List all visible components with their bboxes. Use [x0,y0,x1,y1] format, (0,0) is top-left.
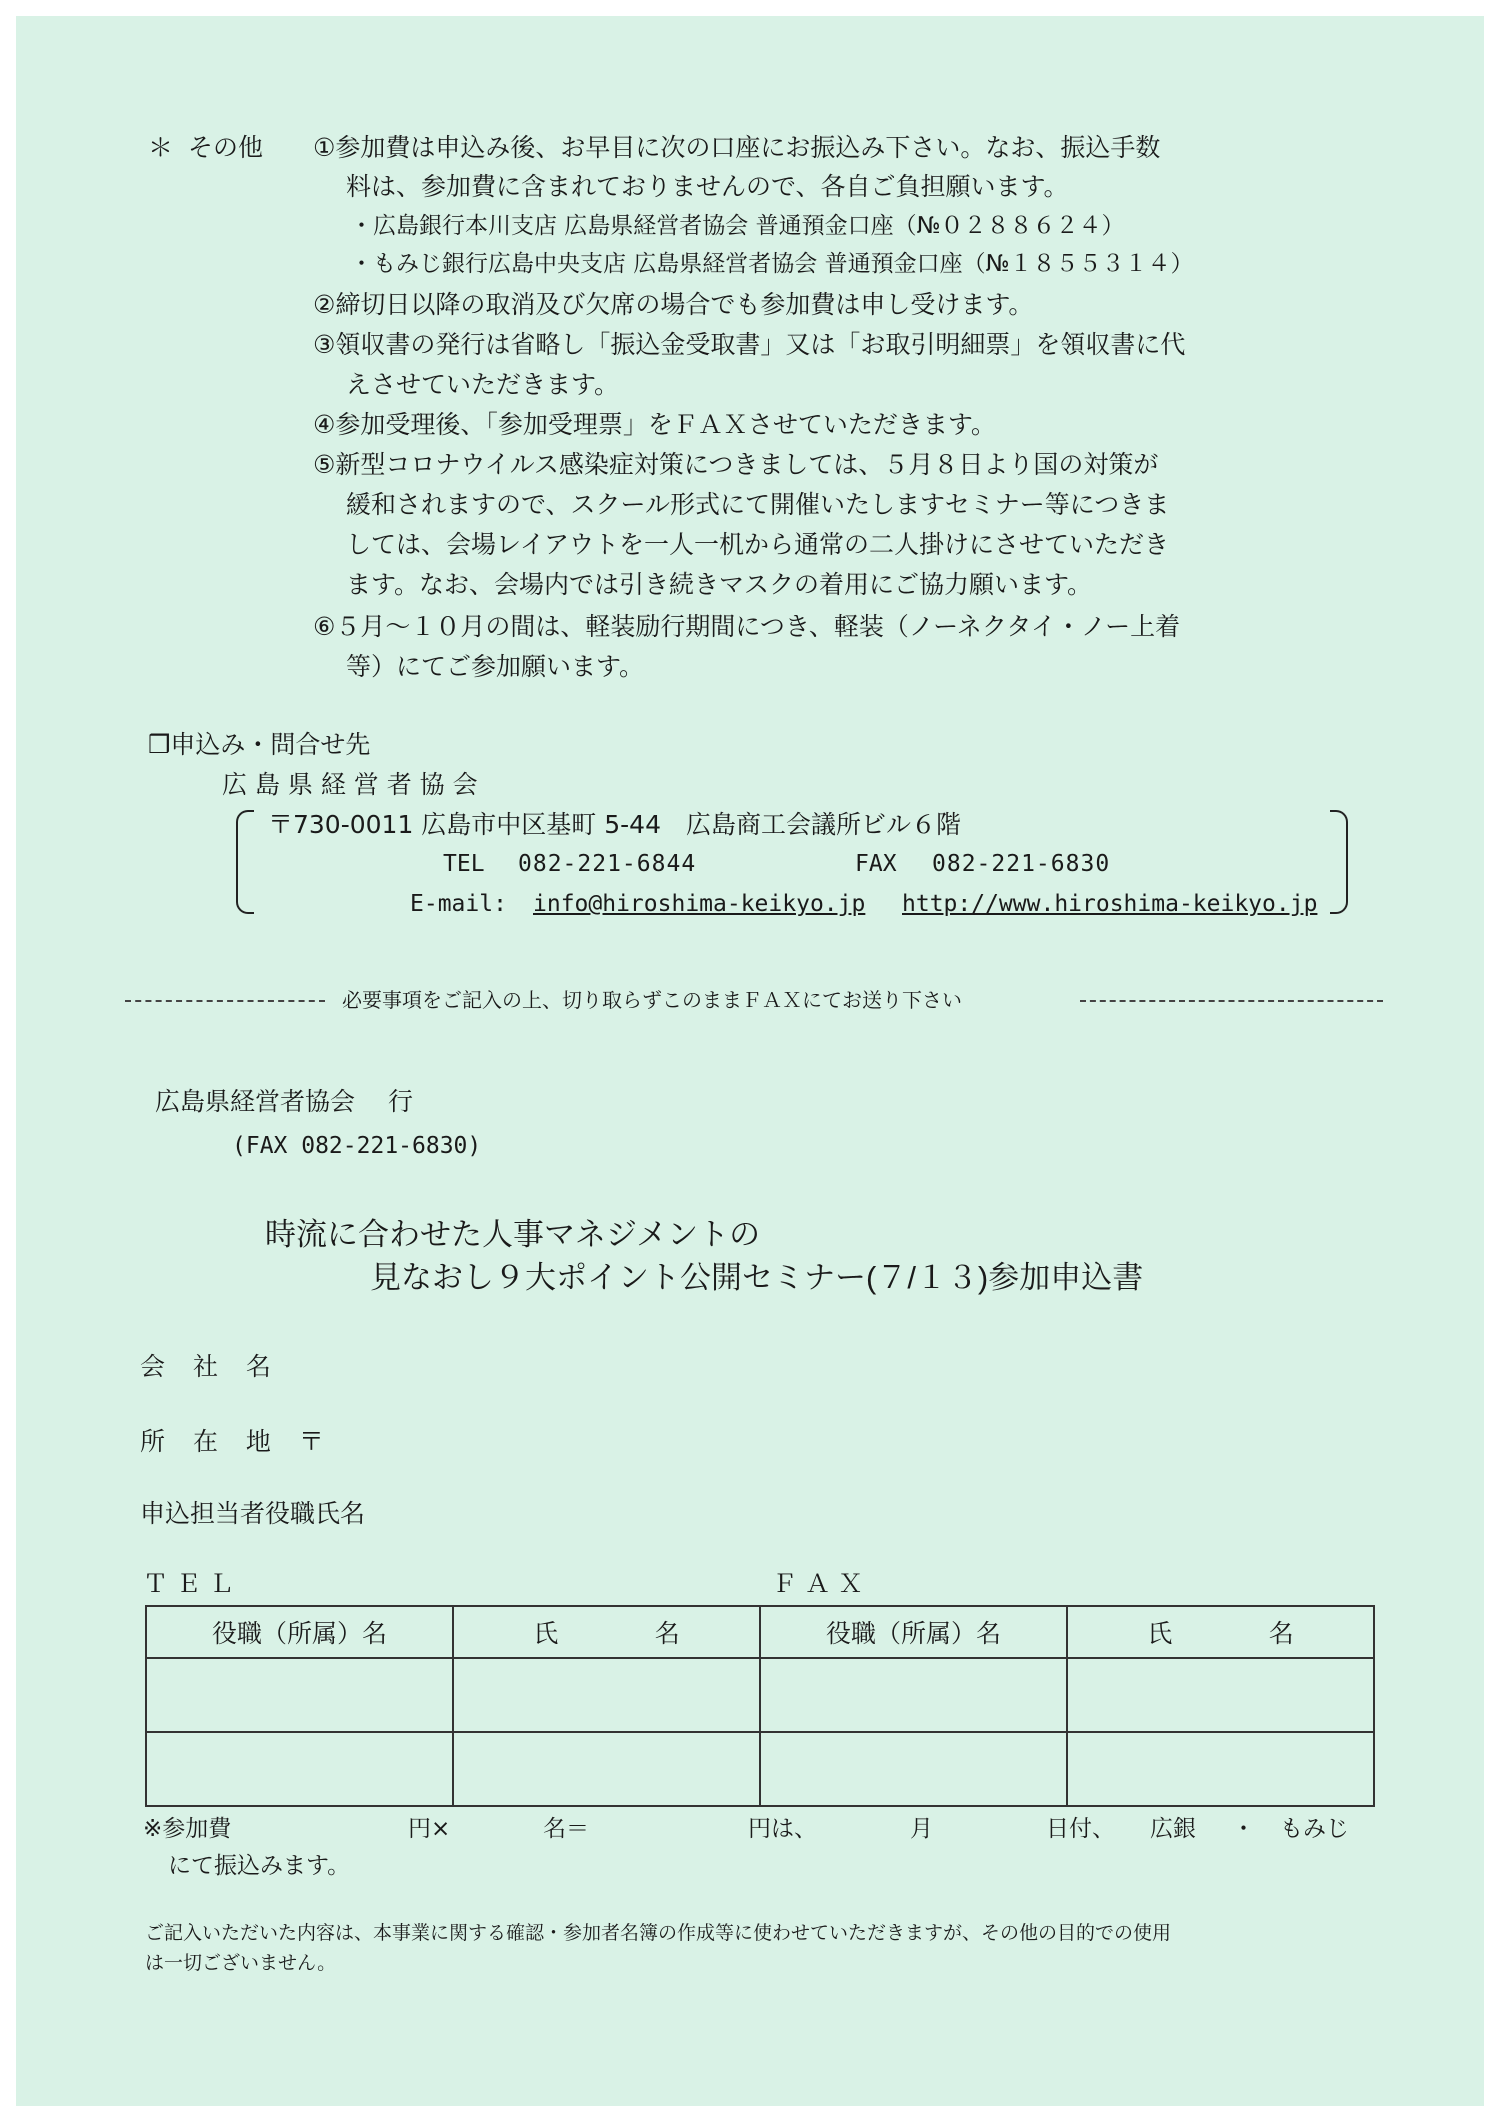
column-header-position-2: 役職（所属）名 [760,1606,1067,1658]
note-item-6: ⑥５月～１０月の間は、軽装励行期間につき、軽装（ノーネクタイ・ノー上着 [313,612,1181,641]
contact-tel: 082-221-6844 [518,851,697,877]
contact-org-name: 広 島 県 経 営 者 協 会 [222,770,478,799]
note-item-3-cont: えさせていただきます。 [346,370,620,399]
participant-position-cell[interactable] [146,1658,453,1732]
tel-field[interactable]: ＴＥＬ [143,1569,243,1598]
note-item-1: ①参加費は申込み後、お早目に次の口座にお振込み下さい。なお、振込手数 [313,133,1161,162]
note-item-6-cont: 等）にてご参加願います。 [346,652,645,681]
participant-table [145,1605,1375,1807]
column-header-name-2b: 名 [1268,1619,1294,1648]
note-item-5-cont-1: 緩和されますので、スクール形式にて開催いたしますセミナー等につきま [346,490,1170,519]
participant-position-cell[interactable] [146,1732,453,1806]
column-header-name-2 [1067,1606,1374,1658]
address-field[interactable]: 所 在 地 〒 [140,1427,334,1456]
fee-day: 日付、 [1046,1816,1115,1842]
table-row [146,1658,1374,1732]
fee-month: 月 [910,1816,933,1842]
column-header-position: 役職（所属）名 [146,1606,453,1658]
participant-name-cell[interactable] [1067,1732,1374,1806]
table-row [146,1732,1374,1806]
company-name-field[interactable]: 会 社 名 [140,1352,281,1381]
fee-yen-wa: 円は、 [748,1816,817,1842]
contact-bracket-left [236,810,254,914]
contact-website-link[interactable]: http://www.hiroshima-keikyo.jp [902,891,1318,917]
bank-option-separator: ・ [1232,1816,1255,1842]
form-title-line-1: 時流に合わせた人事マネジメントの [265,1217,761,1252]
fax-field[interactable]: ＦＡＸ [772,1569,872,1598]
note-item-5: ⑤新型コロナウイルス感染症対策につきましては、５月８日より国の対策が [313,450,1159,479]
participant-name-cell[interactable] [453,1732,760,1806]
bank-account-momiji: ・もみじ銀行広島中央支店 広島県経営者協会 普通預金口座（№１８５５３１４） [350,251,1194,277]
contact-heading: ❒申込み・問合せ先 [148,730,371,759]
form-recipient-fax: (FAX 082-221-6830) [232,1133,482,1159]
note-item-3: ③領収書の発行は省略し「振込金受取書」又は「お取引明細票」を領収書に代 [313,330,1186,359]
contact-address: 〒730-0011 広島市中区基町 5-44 広島商工会議所ビル６階 [268,810,961,839]
fee-people-eq: 名＝ [543,1816,589,1842]
notes-label: その他 [188,133,264,162]
form-recipient: 広島県経営者協会 行 [155,1087,413,1116]
bank-option-momiji[interactable]: もみじ [1280,1816,1349,1842]
note-item-5-cont-3: ます。なお、会場内では引き続きマスクの着用にご協力願います。 [346,570,1093,599]
fee-line-2: にて振込みます。 [168,1853,351,1879]
contact-email-link[interactable]: info@hiroshima-keikyo.jp [533,891,866,917]
column-header-name-2a: 氏 [1147,1619,1173,1648]
participant-position-cell[interactable] [760,1732,1067,1806]
column-header-name-b: 名 [654,1619,680,1648]
bank-option-hiroshima[interactable]: 広銀 [1150,1816,1196,1842]
privacy-notice-line-2: は一切ございません。 [145,1952,337,1974]
form-title-line-2: 見なおし９大ポイント公開セミナー(７/１３)参加申込書 [370,1260,1144,1295]
note-item-5-cont-2: しては、会場レイアウトを一人一机から通常の二人掛けにさせていただき [346,530,1170,559]
column-header-name-a: 氏 [533,1619,559,1648]
participant-name-cell[interactable] [1067,1658,1374,1732]
contact-person-field[interactable]: 申込担当者役職氏名 [140,1499,366,1528]
contact-tel-label: TEL [443,851,485,877]
cut-line-left [125,1000,325,1002]
fee-yen-times: 円× [408,1816,451,1842]
participant-position-cell[interactable] [760,1658,1067,1732]
participant-name-cell[interactable] [453,1658,760,1732]
cut-line-right [1080,1000,1383,1002]
fee-label: ※参加費 [143,1816,232,1842]
privacy-notice-line-1: ご記入いただいた内容は、本事業に関する確認・参加者名簿の作成等に使わせていただきますが、その他の目的での使用 [145,1922,1172,1944]
column-header-name [453,1606,760,1658]
cut-instruction: 必要事項をご記入の上、切り取らずこのままＦＡＸにてお送り下さい [342,988,962,1012]
contact-email-label: E-mail: [410,891,507,917]
contact-bracket-right [1330,810,1348,914]
note-item-2: ②締切日以降の取消及び欠席の場合でも参加費は申し受けます。 [313,290,1034,319]
note-item-1-cont: 料は、参加費に含まれておりませんので、各自ご負担願います。 [346,172,1069,201]
bank-account-hiroshima: ・広島銀行本川支店 広島県経営者協会 普通預金口座（№０２８８６２４） [350,213,1125,239]
contact-fax-label: FAX [855,851,897,877]
note-item-4: ④参加受理後、「参加受理票」をＦＡＸさせていただきます。 [313,410,996,439]
contact-fax: 082-221-6830 [932,851,1111,877]
notes-marker: ＊ [148,133,174,162]
